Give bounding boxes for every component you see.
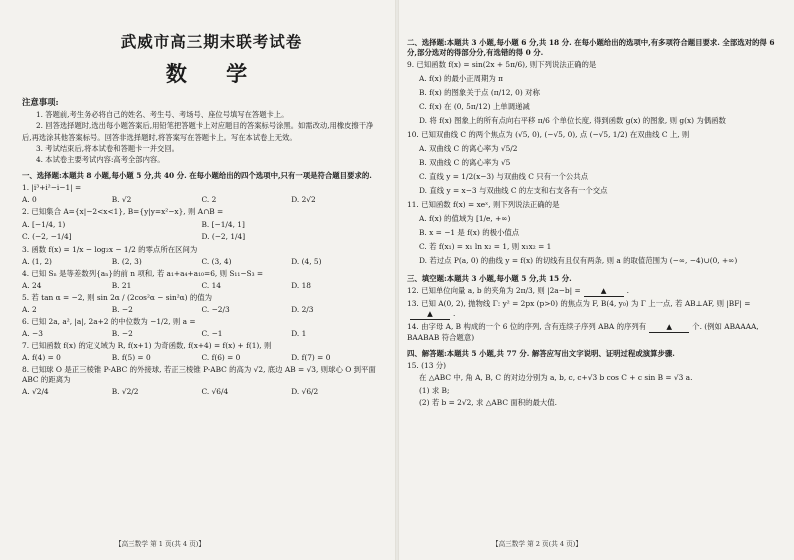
answer-option: C. 14	[201, 281, 221, 291]
subject-title: 数 学	[165, 61, 264, 86]
answer-option: A. 双曲线 C 的离心率为 √5/2	[419, 144, 518, 153]
answer-option: B. f(x) 的图象关于点 (π/12, 0) 对称	[419, 88, 540, 97]
fill-stem: 13. 已知 A(0, 2), 抛物线 Γ: y² = 2px (p>0) 的焦点为 F, B(4, y₀) 为 Γ 上一点, 若 AB⊥AF, 则 |BF| =	[407, 299, 751, 308]
question-stem: 7. 已知函数 f(x) 的定义域为 R, f(x+1) 为奇函数, f(x+4) = f(x) + f(1), 则	[22, 341, 272, 351]
fill-question	[407, 322, 776, 343]
answer-option: D. f(7) = 0	[291, 353, 331, 363]
section-heading: 四、解答题:本题共 5 小题,共 77 分. 解答应写出文字说明、证明过程或演算步骤.	[407, 349, 675, 358]
page-footer: 【高三数学 第 2 页(共 4 页)】	[492, 540, 582, 548]
page-2	[397, 0, 794, 560]
notice-item: 4. 本试卷主要考试内容:高考全部内容。	[36, 155, 165, 165]
answer-option: D. (−2, 1/4]	[201, 232, 246, 242]
answer-option: B. x = −1 是 f(x) 的极小值点	[419, 228, 520, 237]
answer-option: C. 若 f(x₁) = x₁ ln x₂ = 1, 则 x₁x₂ = 1	[419, 242, 552, 251]
answer-option: B. √2	[111, 195, 132, 205]
option-row	[407, 72, 776, 128]
page-footer: 【高三数学 第 1 页(共 4 页)】	[115, 540, 205, 548]
answer-option: D. 18	[291, 281, 312, 291]
answer-option: C. (−2, −1/4]	[22, 232, 72, 242]
notice-item: 1. 答题前,考生务必将自己的姓名、考生号、考场号、座位号填写在答题卡上。	[36, 110, 289, 119]
answer-option: B. −2	[111, 329, 133, 339]
option-row	[22, 219, 381, 243]
question-stem: 3. 函数 f(x) = 1/x − log₂x − 1/2 的零点所在区间为	[22, 245, 198, 255]
answer-option: D. 2/3	[291, 305, 314, 315]
section-heading: 一、选择题:本题共 8 小题,每小题 5 分,共 40 分. 在每小题给出的四个选项中,只有一项是符合题目要求的.	[22, 171, 372, 181]
question-stem: 6. 已知 2a, a², |a|, 2a+2 的中位数为 −1/2, 则 a =	[22, 317, 196, 327]
fill-tail: .	[453, 309, 456, 318]
question-stem: 8. 已知球 O 是正三棱锥 P-ABC 的外接球, 若正三棱锥 P-ABC 的高为 √2, 底边 AB = √3, 则球心 O 到平面 ABC 的距离为	[22, 365, 376, 385]
answer-option: C. −2/3	[201, 305, 230, 315]
option-row	[407, 212, 776, 268]
answer-option: A. f(x) 的最小正周期为 π	[419, 74, 503, 83]
option-row	[22, 195, 381, 205]
answer-option: C. f(x) 在 (0, 5π/12) 上单调递减	[419, 102, 530, 111]
option-row	[22, 387, 381, 397]
answer-option: D. √6/2	[291, 387, 319, 397]
answer-option: D. 将 f(x) 图象上的所有点向右平移 π/6 个单位长度, 得到函数 g(x) 的图象, 则 g(x) 为偶函数	[419, 116, 726, 125]
answer-option: A. [−1/4, 1)	[22, 220, 66, 230]
answer-option: C. (3, 4)	[201, 257, 232, 267]
option-row	[22, 305, 381, 315]
answer-option: A. 2	[22, 305, 37, 315]
answer-option: B. (2, 3)	[111, 257, 142, 267]
option-row	[22, 329, 381, 339]
notice-block	[22, 96, 381, 165]
answer-option: C. 2	[201, 195, 217, 205]
option-row	[407, 142, 776, 198]
section-heading: 三、填空题:本题共 3 小题,每小题 5 分,共 15 分.	[407, 274, 572, 283]
fill-question-list	[407, 286, 776, 343]
option-row	[22, 257, 381, 267]
answer-blank: ▲	[584, 286, 624, 297]
question-stem: 11. 已知函数 f(x) = xeˣ, 则下列说法正确的是	[407, 200, 560, 209]
option-row	[22, 353, 381, 363]
exam-title: 武威市高三期末联考试卷	[120, 32, 303, 51]
answer-option: D. 2√2	[291, 195, 316, 205]
question-part: (1) 求 B;	[419, 385, 450, 395]
option-row	[22, 281, 381, 291]
answer-option: D. 直线 y = x−3 与双曲线 C 的左支和右支各有一个交点	[419, 186, 608, 195]
answer-option: B. −2	[111, 305, 133, 315]
answer-option: C. √6/4	[201, 387, 229, 397]
fill-stem: 12. 已知单位向量 a, b 的夹角为 2π/3, 则 |2a−b| =	[407, 286, 581, 295]
question-stem: 5. 若 tan α = −2, 则 sin 2α / (2cos²α − sin²α) 的值为	[22, 293, 213, 303]
answer-option: C. f(6) = 0	[201, 353, 241, 363]
answer-option: C. 直线 y = 1/2(x−3) 与双曲线 C 只有一个公共点	[419, 172, 589, 181]
answer-option: A. f(x) 的值域为 [1/e, +∞)	[419, 214, 511, 223]
question-part: (2) 若 b = 2√2, 求 △ABC 面积的最大值.	[419, 398, 558, 407]
fill-question	[407, 299, 776, 320]
question-stem: 9. 已知函数 f(x) = sin(2x + 5π/6), 则下列说法正确的是	[407, 60, 597, 69]
answer-blank: ▲	[649, 322, 689, 333]
answer-option: B. [−1/4, 1]	[201, 220, 245, 230]
question-stem: 1. |i³+i²−i−1| =	[22, 183, 82, 193]
answer-option: D. (4, 5)	[291, 257, 322, 267]
question-stem: 2. 已知集合 A={x|−2<x<1}, B={y|y=x²−x}, 则 A∩B =	[22, 207, 224, 217]
notice-heading: 注意事项:	[22, 97, 59, 107]
question-list	[22, 183, 381, 397]
question-stem: 在 △ABC 中, 角 A, B, C 的对边分别为 a, b, c, c+√3 b cos C + c sin B = √3 a.	[419, 373, 693, 382]
answer-option: B. f(5) = 0	[111, 353, 151, 363]
section-heading: 二、选择题:本题共 3 小题,每小题 6 分,共 18 分. 在每小题给出的选项中,有多项符合题目要求. 全部选对的得 6 分,部分选对的得部分分,有选错的得 0 分.	[407, 38, 775, 57]
answer-option: A. 24	[22, 281, 42, 291]
notice-item: 2. 回答选择题时,选出每小题答案后,用铅笔把答题卡上对应题目的答案标号涂黑。如需改动,用橡皮擦干净后,再选涂其他答案标号。回答非选择题时,将答案写在答题卡上。写在本试卷上无效。	[22, 121, 374, 142]
answer-option: D. 1	[291, 329, 307, 339]
answer-option: A. −3	[22, 329, 43, 339]
answer-option: A. f(4) = 0	[22, 353, 61, 363]
answer-option: A. 0	[22, 195, 37, 205]
fill-tail: .	[626, 286, 629, 295]
fill-stem: 14. 由字母 A, B 构成的一个 6 位的序列, 含有连续子序列 ABA 的序列有	[407, 322, 647, 331]
answer-option: A. (1, 2)	[22, 257, 52, 267]
answer-option: C. −1	[201, 329, 223, 339]
answer-blank: ▲	[410, 309, 450, 320]
answer-option: B. 双曲线 C 的离心率为 √5	[419, 158, 511, 167]
answer-option: D. 若过点 P(a, 0) 的曲线 y = f(x) 的切线有且仅有两条, 则 a 的取值范围为 (−∞, −4)∪(0, +∞)	[419, 256, 738, 265]
answer-option: B. √2/2	[111, 387, 139, 397]
question-stem: 4. 已知 Sₙ 是等差数列{aₙ}的前 n 项和, 若 a₁+a₄+a₁₀=6, 则 S₁₁−S₃ =	[22, 269, 264, 279]
fill-question	[407, 286, 776, 297]
notice-item: 3. 考试结束后,将本试卷和答题卡一并交回。	[36, 143, 179, 153]
question-stem: 10. 已知双曲线 C 的两个焦点为 (√5, 0), (−√5, 0), 点 (−√5, 1/2) 在双曲线 C 上, 则	[407, 130, 690, 139]
question-list	[407, 60, 776, 268]
question-head: 15. (13 分)	[407, 361, 447, 370]
fill-tail: 个. (例如 ABAAAA, BAABAB 符合题意)	[407, 322, 759, 342]
answer-option: A. √2/4	[22, 387, 49, 397]
answer-option: B. 21	[111, 281, 132, 291]
